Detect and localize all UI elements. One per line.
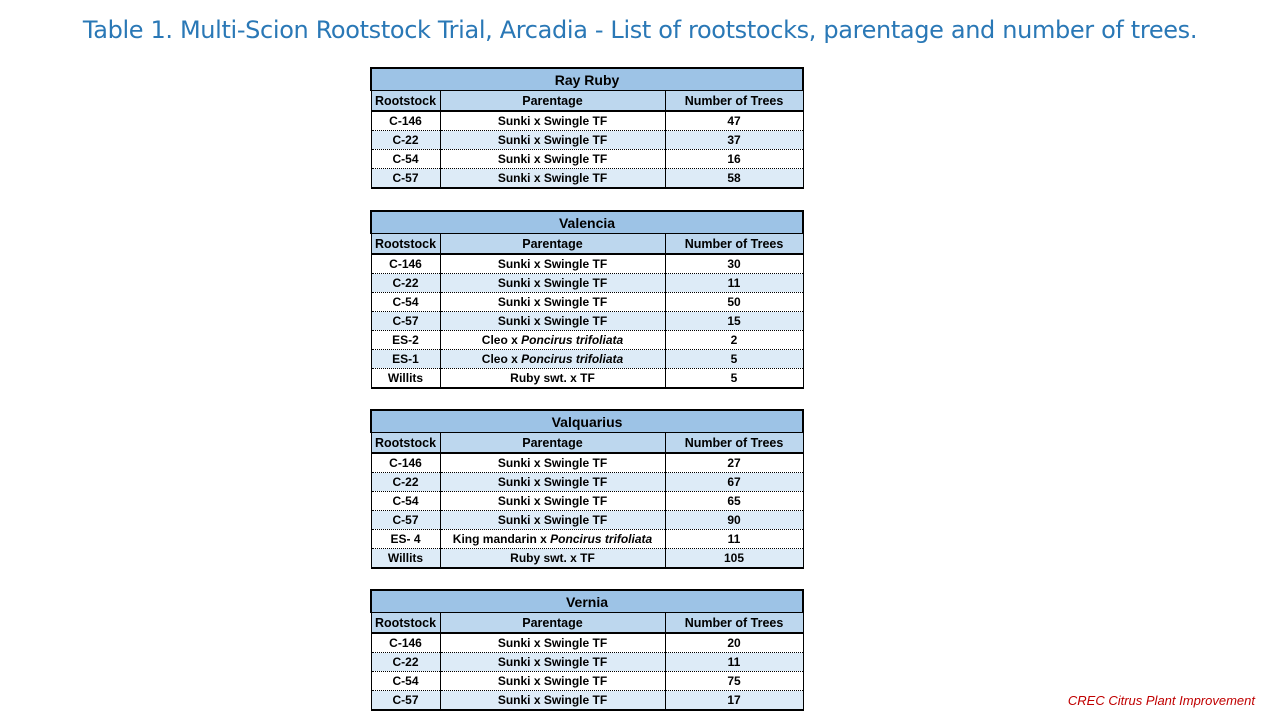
tree-count-cell: 16 bbox=[665, 150, 803, 169]
parentage-cell: Sunki x Swingle TF bbox=[440, 111, 665, 131]
scion-header: Valquarius bbox=[371, 410, 803, 433]
rootstock-cell: C-57 bbox=[371, 312, 440, 331]
parentage-species: Poncirus trifoliata bbox=[521, 352, 624, 366]
table-row bbox=[371, 254, 803, 274]
table-row bbox=[371, 633, 803, 653]
tree-count-cell: 11 bbox=[665, 653, 803, 672]
tree-count-cell: 75 bbox=[665, 672, 803, 691]
column-header-rootstock: Rootstock bbox=[371, 91, 440, 112]
column-header-parentage: Parentage bbox=[440, 234, 665, 255]
rootstock-cell: C-54 bbox=[371, 672, 440, 691]
rootstock-table bbox=[370, 67, 804, 189]
table-row bbox=[371, 672, 803, 691]
rootstock-cell: C-54 bbox=[371, 492, 440, 511]
rootstock-cell: C-146 bbox=[371, 111, 440, 131]
parentage-cell: Ruby swt. x TF bbox=[440, 369, 665, 389]
parentage-cell: Sunki x Swingle TF bbox=[440, 293, 665, 312]
tree-count-cell: 67 bbox=[665, 473, 803, 492]
tree-count-cell: 30 bbox=[665, 254, 803, 274]
parentage-cell: Sunki x Swingle TF bbox=[440, 453, 665, 473]
tree-count-cell: 50 bbox=[665, 293, 803, 312]
table-row bbox=[371, 169, 803, 189]
parentage-cell: Sunki x Swingle TF bbox=[440, 511, 665, 530]
parentage-cell bbox=[440, 530, 665, 549]
parentage-cell: Sunki x Swingle TF bbox=[440, 633, 665, 653]
table-row bbox=[371, 111, 803, 131]
tree-count-cell: 65 bbox=[665, 492, 803, 511]
parentage-prefix: King mandarin x bbox=[452, 532, 551, 546]
column-header-trees: Number of Trees bbox=[665, 234, 803, 255]
column-header-trees: Number of Trees bbox=[665, 613, 803, 634]
rootstock-cell: C-22 bbox=[371, 131, 440, 150]
tree-count-cell: 17 bbox=[665, 691, 803, 711]
rootstock-cell: Willits bbox=[371, 369, 440, 389]
table-row bbox=[371, 511, 803, 530]
column-header-trees: Number of Trees bbox=[665, 91, 803, 112]
parentage-species: Poncirus trifoliata bbox=[521, 333, 624, 347]
rootstock-cell: C-146 bbox=[371, 254, 440, 274]
column-header-rootstock: Rootstock bbox=[371, 234, 440, 255]
column-header-rootstock: Rootstock bbox=[371, 433, 440, 454]
rootstock-cell: Willits bbox=[371, 549, 440, 569]
table-row bbox=[371, 530, 803, 549]
rootstock-cell: C-57 bbox=[371, 511, 440, 530]
tree-count-cell: 5 bbox=[665, 350, 803, 369]
scion-header: Vernia bbox=[371, 590, 803, 613]
tree-count-cell: 15 bbox=[665, 312, 803, 331]
parentage-cell: Sunki x Swingle TF bbox=[440, 254, 665, 274]
scion-header: Ray Ruby bbox=[371, 68, 803, 91]
parentage-species: Poncirus trifoliata bbox=[550, 532, 653, 546]
column-header-parentage: Parentage bbox=[440, 91, 665, 112]
column-header-rootstock: Rootstock bbox=[371, 613, 440, 634]
tree-count-cell: 2 bbox=[665, 331, 803, 350]
column-header-parentage: Parentage bbox=[440, 613, 665, 634]
table-row bbox=[371, 653, 803, 672]
parentage-cell: Sunki x Swingle TF bbox=[440, 473, 665, 492]
rootstock-cell: C-57 bbox=[371, 691, 440, 711]
tree-count-cell: 47 bbox=[665, 111, 803, 131]
rootstock-cell: ES- 4 bbox=[371, 530, 440, 549]
table-row bbox=[371, 150, 803, 169]
table-row bbox=[371, 473, 803, 492]
tree-count-cell: 11 bbox=[665, 530, 803, 549]
rootstock-table bbox=[370, 409, 804, 569]
parentage-cell: Sunki x Swingle TF bbox=[440, 169, 665, 189]
parentage-cell: Ruby swt. x TF bbox=[440, 549, 665, 569]
table-row bbox=[371, 492, 803, 511]
slide-title: Table 1. Multi-Scion Rootstock Trial, Arcadia - List of rootstocks, parentage and number of trees. bbox=[82, 16, 1198, 44]
rootstock-cell: ES-2 bbox=[371, 331, 440, 350]
table-row bbox=[371, 331, 803, 350]
parentage-cell: Sunki x Swingle TF bbox=[440, 274, 665, 293]
rootstock-cell: C-22 bbox=[371, 653, 440, 672]
parentage-cell bbox=[440, 331, 665, 350]
tree-count-cell: 20 bbox=[665, 633, 803, 653]
tree-count-cell: 90 bbox=[665, 511, 803, 530]
table-row bbox=[371, 274, 803, 293]
parentage-cell: Sunki x Swingle TF bbox=[440, 691, 665, 711]
parentage-cell: Sunki x Swingle TF bbox=[440, 492, 665, 511]
parentage-cell: Sunki x Swingle TF bbox=[440, 653, 665, 672]
tree-count-cell: 11 bbox=[665, 274, 803, 293]
parentage-prefix: Cleo x bbox=[481, 352, 522, 366]
rootstock-cell: C-146 bbox=[371, 453, 440, 473]
column-header-parentage: Parentage bbox=[440, 433, 665, 454]
rootstock-cell: C-22 bbox=[371, 274, 440, 293]
rootstock-table bbox=[370, 589, 804, 711]
parentage-cell bbox=[440, 350, 665, 369]
table-row bbox=[371, 691, 803, 711]
scion-header: Valencia bbox=[371, 211, 803, 234]
parentage-cell: Sunki x Swingle TF bbox=[440, 672, 665, 691]
tree-count-cell: 105 bbox=[665, 549, 803, 569]
rootstock-table bbox=[370, 210, 804, 389]
table-row bbox=[371, 369, 803, 389]
rootstock-cell: C-54 bbox=[371, 150, 440, 169]
parentage-cell: Sunki x Swingle TF bbox=[440, 131, 665, 150]
rootstock-cell: C-57 bbox=[371, 169, 440, 189]
column-header-trees: Number of Trees bbox=[665, 433, 803, 454]
table-row bbox=[371, 131, 803, 150]
tree-count-cell: 5 bbox=[665, 369, 803, 389]
rootstock-cell: ES-1 bbox=[371, 350, 440, 369]
parentage-prefix: Cleo x bbox=[481, 333, 522, 347]
tree-count-cell: 27 bbox=[665, 453, 803, 473]
table-row bbox=[371, 350, 803, 369]
rootstock-cell: C-146 bbox=[371, 633, 440, 653]
table-row bbox=[371, 293, 803, 312]
table-row bbox=[371, 312, 803, 331]
rootstock-cell: C-54 bbox=[371, 293, 440, 312]
footer-credit: CREC Citrus Plant Improvement bbox=[1067, 693, 1255, 708]
tree-count-cell: 58 bbox=[665, 169, 803, 189]
tree-count-cell: 37 bbox=[665, 131, 803, 150]
parentage-cell: Sunki x Swingle TF bbox=[440, 312, 665, 331]
table-row bbox=[371, 549, 803, 569]
table-row bbox=[371, 453, 803, 473]
parentage-cell: Sunki x Swingle TF bbox=[440, 150, 665, 169]
rootstock-cell: C-22 bbox=[371, 473, 440, 492]
